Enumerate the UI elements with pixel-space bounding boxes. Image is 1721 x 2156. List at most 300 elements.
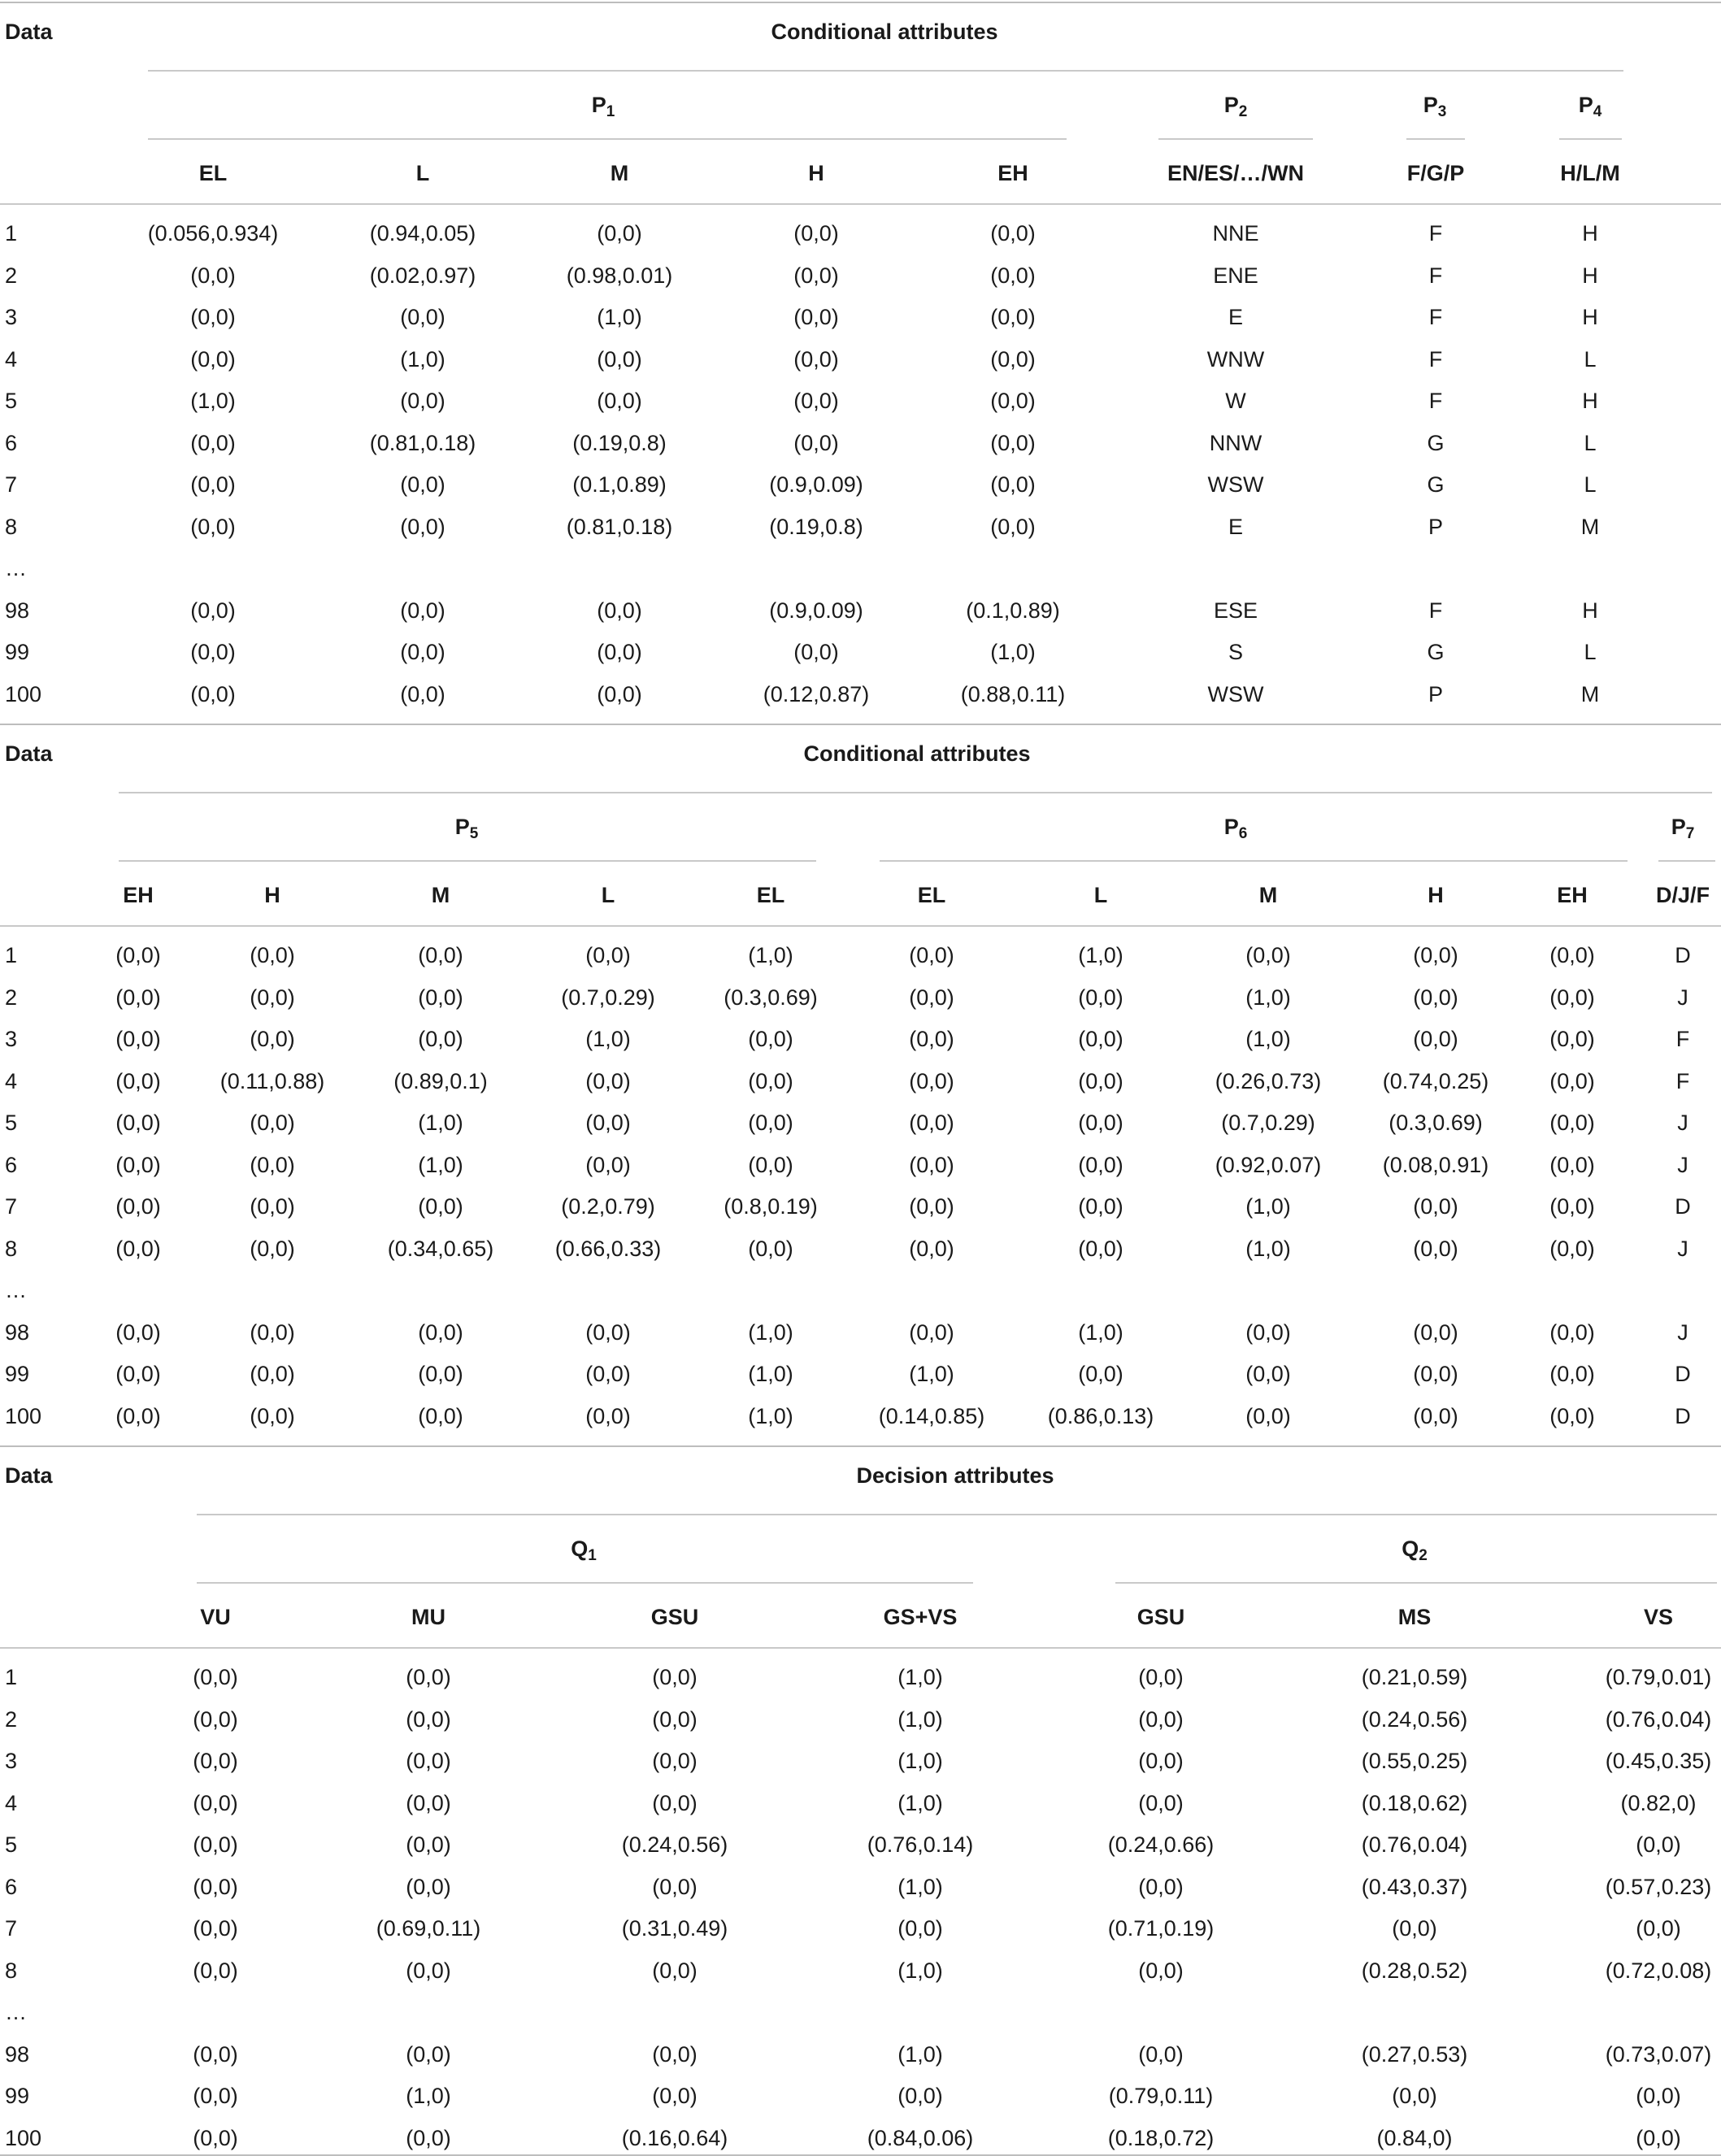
data-column-header: Data [5,1463,53,1488]
column-header: GSU [1136,1605,1185,1629]
table-cell: J [1677,1319,1688,1345]
row-id: 5 [5,389,18,413]
table-cell: (0,0) [250,1236,295,1261]
table-cell: (0,0) [1549,1194,1595,1219]
table-cell: (0.12,0.87) [763,681,870,706]
table-cell: (0.82,0) [1620,1790,1697,1815]
group-header-p5: $P_5$ [454,815,479,842]
table-cell: (0,0) [793,263,839,288]
column-header: M [1258,883,1278,907]
data-column-header: Data [5,741,53,766]
table-cell: (0,0) [193,2084,238,2108]
table-cell: L [1584,430,1597,455]
table-cell: (0,0) [748,1111,793,1135]
table-cell: (0,0) [1636,2125,1681,2150]
table-cell: (0.84,0) [1376,2125,1453,2150]
table-cell: (0.26,0.73) [1215,1068,1322,1093]
table-cell: (0,0) [1138,1874,1184,1899]
table-cell: F [1675,1068,1690,1093]
table-cell: (0.79,0.01) [1605,1665,1712,1689]
table-cell: (0,0) [400,472,445,497]
column-header: EH [1557,883,1588,907]
row-id: 7 [5,472,18,497]
section-title: Conditional attributes [771,20,998,44]
table-cell: (0,0) [652,2084,698,2108]
column-header: H [808,161,824,185]
table-cell: (0.18,0.62) [1361,1790,1468,1815]
table-cell: (0,0) [909,1319,954,1345]
table-cell: D [1675,1194,1691,1219]
table-cell: E [1228,305,1244,329]
table-cell: (0.19,0.8) [769,514,863,539]
row-id: 6 [5,1152,18,1177]
table-cell: (0,0) [1636,2084,1681,2108]
decision-attributes-table [0,1444,1721,2156]
table-cell: (0.21,0.59) [1361,1665,1468,1689]
table-cell: (0,0) [406,1706,451,1732]
row-id: 7 [5,1916,18,1941]
table-cell: (0,0) [1078,1027,1123,1051]
table-cell: (0,0) [793,346,839,372]
group-underline-p6 [880,860,1628,862]
table-cell: (0,0) [909,1027,954,1051]
table-cell: (0,0) [418,1362,463,1386]
row-id: 5 [5,1111,18,1135]
table-cell: (0,0) [909,1236,954,1261]
table-cell: (0,0) [748,1236,793,1261]
row-id: … [5,1278,27,1302]
table-cell: (0,0) [1078,1152,1123,1177]
section-divider-rule [0,1445,1721,1447]
table-cell: (0,0) [418,943,463,967]
table-cell: (1,0) [897,1706,943,1732]
table-cell: (0,0) [1392,2084,1437,2108]
group-underline-p4 [1559,138,1622,140]
table-cell: (1,0) [418,1152,463,1177]
table-cell: (0,0) [909,1111,954,1135]
row-id: 100 [5,1403,42,1428]
table-cell: (0,0) [406,1832,451,1857]
table-cell: (0,0) [652,1874,698,1899]
table-cell: G [1427,472,1445,497]
group-header-p2: $P_2$ [1223,93,1248,120]
table-cell: J [1677,1236,1688,1261]
table-cell: (0,0) [115,1152,161,1177]
table-cell: E [1228,514,1244,539]
table-cell: (0,0) [418,1194,463,1219]
table-cell: (0,0) [1078,985,1123,1010]
table-cell: (1,0) [748,1319,793,1345]
row-id: 99 [5,2084,30,2108]
table-cell: H [1582,263,1598,288]
table-cell: (0,0) [597,221,642,246]
column-header: F/G/P [1406,161,1465,185]
column-header: VU [200,1605,231,1629]
table-cell: (0,0) [406,1790,451,1815]
table-cell: (0,0) [406,1749,451,1773]
table-cell: F [1428,263,1443,288]
group-header-p1: $P_1$ [591,93,615,120]
table-cell: (0,0) [190,514,236,539]
table-cell: (0,0) [193,1832,238,1857]
table-cell: (0,0) [793,221,839,246]
table-cell: (0,0) [1413,1027,1458,1051]
table-cell: (0,0) [250,1194,295,1219]
table-cell: (0,0) [1413,943,1458,967]
table-cell: (1,0) [1245,1194,1291,1219]
table-cell: (0,0) [1413,1319,1458,1345]
group-header-p3: $P_3$ [1423,93,1447,120]
table-cell: (0,0) [115,1027,161,1051]
table-cell: (1,0) [990,640,1036,664]
table-cell: (0,0) [115,1403,161,1428]
table-cell: (0,0) [250,1403,295,1428]
table-cell: (0,0) [909,1152,954,1177]
column-header: L [601,883,615,907]
table-top-rule [0,2,1721,3]
table-cell: (1,0) [748,943,793,967]
table-cell: J [1677,985,1688,1010]
section-divider-rule [0,724,1721,725]
table-cell: (0.84,0.06) [867,2125,974,2150]
table-cell: (0,0) [990,263,1036,288]
table-cell: (0,0) [597,640,642,664]
row-id: 100 [5,681,42,706]
table-cell: ENE [1213,263,1258,288]
table-cell: (0,0) [400,640,445,664]
table-cell: (0,0) [418,985,463,1010]
group-header-p4: $P_4$ [1578,93,1602,120]
row-id: 6 [5,1874,18,1899]
table-cell: (0,0) [1549,1362,1595,1386]
row-id: 3 [5,1027,18,1051]
table-cell: (1,0) [1245,1027,1291,1051]
table-cell: (0.02,0.97) [369,263,476,288]
table-cell: (0,0) [190,305,236,329]
table-cell: (0,0) [1245,1403,1291,1428]
table-cell: (0,0) [190,681,236,706]
table-cell: (0,0) [115,1362,161,1386]
table-cell: (0,0) [1549,1111,1595,1135]
row-id: 8 [5,514,18,539]
table-cell: (0,0) [1138,1706,1184,1732]
row-id: 99 [5,1362,30,1386]
table-cell: (1,0) [748,1362,793,1386]
table-cell: (1,0) [897,1874,943,1899]
row-id: 3 [5,1749,18,1773]
table-cell: D [1675,1403,1691,1428]
table-cell: (0.3,0.69) [724,985,818,1010]
table-cell: (0.9,0.09) [769,598,863,623]
table-cell: (0,0) [115,943,161,967]
group-underline-p1 [148,138,1067,140]
table-cell: (0.9,0.09) [769,472,863,497]
table-cell: (0,0) [406,2041,451,2067]
table-cell: (0.2,0.79) [561,1194,655,1219]
row-id: 2 [5,1706,18,1732]
table-cell: (1,0) [897,1665,943,1689]
table-cell: (0,0) [400,514,445,539]
table-cell: P [1428,681,1444,706]
table-cell: (0.24,0.56) [1361,1706,1468,1732]
table-cell: (1,0) [897,1790,943,1815]
table-cell: (0,0) [193,1749,238,1773]
table-cell: (0.79,0.11) [1108,2084,1214,2108]
table-cell: D [1675,1362,1691,1386]
table-cell: P [1428,514,1444,539]
table-cell: (0,0) [1413,985,1458,1010]
table-cell: F [1428,389,1443,413]
table-cell: (0,0) [193,2041,238,2067]
table-cell: G [1427,640,1445,664]
table-cell: M [1580,514,1600,539]
table-cell: (0.57,0.23) [1605,1874,1712,1899]
table-cell: (0,0) [1549,985,1595,1010]
table-cell: (0,0) [193,1958,238,1983]
table-cell: (0,0) [406,1958,451,1983]
table-cell: (0,0) [597,598,642,623]
table-cell: (0.1,0.89) [966,598,1060,623]
group-header-q2: $Q_2$ [1402,1537,1428,1564]
row-id: 7 [5,1194,18,1219]
table-cell: (0,0) [115,1194,161,1219]
conditional-attributes-table-2 [0,722,1721,1444]
row-id: 2 [5,263,18,288]
table-cell: (0.88,0.11) [960,681,1066,706]
table-cell: (0,0) [652,1665,698,1689]
table-cell: (0,0) [990,389,1036,413]
row-id: … [5,2000,27,2024]
table-cell: (1,0) [418,1111,463,1135]
section-title: Conditional attributes [803,741,1031,766]
table-cell: (0.18,0.72) [1107,2125,1215,2150]
table-cell: (0,0) [1245,1362,1291,1386]
table-cell: (0.81,0.18) [369,430,476,455]
table-cell: (0,0) [193,1665,238,1689]
table-cell: (0,0) [652,1749,698,1773]
table-cell: (0,0) [748,1027,793,1051]
row-id: 8 [5,1236,18,1261]
table-cell: L [1584,640,1597,664]
title-underline [119,792,1712,793]
group-underline-p3 [1406,138,1465,140]
column-header: H [1428,883,1444,907]
row-id: … [5,556,27,580]
table-cell: (0.24,0.66) [1107,1832,1215,1857]
row-id: 98 [5,598,30,623]
table-cell: (0,0) [1245,1319,1291,1345]
table-cell: (0,0) [406,1874,451,1899]
table-cell: WSW [1207,472,1264,497]
table-cell: (0,0) [793,305,839,329]
table-cell: S [1228,640,1244,664]
table-cell: (0,0) [190,598,236,623]
table-cell: (0,0) [1138,1958,1184,1983]
table-cell: (0,0) [193,1790,238,1815]
table-cell: (0,0) [585,1362,631,1386]
column-header: L [415,161,430,185]
table-cell: (0.86,0.13) [1047,1403,1154,1428]
table-cell: (0.14,0.85) [878,1403,985,1428]
table-cell: (0.76,0.04) [1361,1832,1468,1857]
table-cell: (0.08,0.91) [1382,1152,1489,1177]
table-cell: (1,0) [909,1362,954,1386]
table-cell: (0,0) [1413,1403,1458,1428]
table-cell: (0,0) [250,1319,295,1345]
table-cell: (0,0) [909,943,954,967]
table-cell: (0,0) [1392,1916,1437,1941]
table-cell: (0,0) [115,1236,161,1261]
table-cell: (0,0) [748,1152,793,1177]
table-cell: (0.66,0.33) [554,1236,662,1261]
column-header: EN/ES/…/WN [1167,161,1305,185]
table-cell: (0.7,0.29) [1221,1111,1315,1135]
row-id: 1 [5,1665,18,1689]
table-cell: (0.76,0.04) [1605,1706,1712,1732]
table-cell: (1,0) [190,389,236,413]
table-cell: (0,0) [400,598,445,623]
column-header: EL [756,883,785,907]
row-id: 4 [5,1068,18,1093]
table-cell: (1,0) [1078,943,1123,967]
row-id: 4 [5,1790,18,1815]
group-header-q1: $Q_1$ [571,1537,597,1564]
group-underline-p2 [1158,138,1313,140]
table-cell: H [1582,221,1598,246]
table-cell: ESE [1213,598,1258,623]
table-cell: (0,0) [597,681,642,706]
table-cell: H [1582,305,1598,329]
row-id: 98 [5,1319,30,1345]
table-cell: J [1677,1111,1688,1135]
table-cell: (1,0) [1245,1236,1291,1261]
table-cell: (0,0) [793,640,839,664]
table-cell: (0.8,0.19) [724,1194,818,1219]
table-cell: (0,0) [193,1706,238,1732]
table-cell: (0.1,0.89) [572,472,667,497]
table-cell: (0,0) [1549,1152,1595,1177]
table-cell: (0.98,0.01) [566,263,673,288]
column-header: D/J/F [1655,883,1710,907]
table-cell: (0,0) [418,1403,463,1428]
column-header: EH [997,161,1028,185]
table-cell: F [1428,598,1443,623]
table-cell: (0,0) [1078,1236,1123,1261]
table-cell: (0,0) [1549,1027,1595,1051]
column-header: L [1093,883,1108,907]
conditional-attributes-table-1 [0,0,1721,722]
table-cell: (0,0) [1138,1790,1184,1815]
table-cell: (0,0) [585,1068,631,1093]
table-cell: (0,0) [418,1319,463,1345]
column-header: EL [198,161,228,185]
table-cell: (0,0) [748,1068,793,1093]
table-cell: (0.55,0.25) [1361,1749,1468,1773]
table-cell: WNW [1206,346,1265,372]
column-header: EL [917,883,946,907]
data-column-header: Data [5,20,53,44]
table-cell: (0,0) [406,1665,451,1689]
table-cell: F [1428,346,1443,372]
table-cell: F [1428,305,1443,329]
table-cell: (0,0) [1078,1194,1123,1219]
table-cell: (0,0) [990,514,1036,539]
table-cell: (0.92,0.07) [1215,1152,1322,1177]
column-header: EH [123,883,154,907]
table-cell: (0,0) [1138,1665,1184,1689]
table-cell: (0,0) [990,305,1036,329]
table-cell: (0,0) [1636,1832,1681,1857]
table-cell: J [1677,1152,1688,1177]
table-cell: (0,0) [652,1790,698,1815]
table-cell: (0.27,0.53) [1361,2041,1468,2067]
table-cell: (0,0) [190,640,236,664]
row-id: 6 [5,430,18,455]
header-bottom-rule [0,925,1721,927]
header-bottom-rule [0,1647,1721,1649]
table-cell: (0,0) [1138,1749,1184,1773]
table-cell: (0,0) [585,1152,631,1177]
group-underline-p7 [1658,860,1715,862]
table-cell: (0.71,0.19) [1107,1916,1215,1941]
group-underline-p5 [119,860,816,862]
table-cell: (0,0) [585,1403,631,1428]
table-cell: (0,0) [115,985,161,1010]
table-cell: (1,0) [585,1027,631,1051]
table-cell: (0,0) [1549,1403,1595,1428]
row-id: 99 [5,640,30,664]
group-header-p7: $P_7$ [1671,815,1695,842]
table-cell: NNE [1212,221,1259,246]
table-cell: (0,0) [1549,1319,1595,1345]
column-header: GS+VS [883,1605,958,1629]
table-cell: (0,0) [1413,1362,1458,1386]
table-cell: G [1427,430,1445,455]
table-cell: (0.11,0.88) [219,1068,325,1093]
title-underline [197,1514,1717,1515]
table-cell: (0,0) [1413,1236,1458,1261]
table-cell: (0,0) [1138,2041,1184,2067]
row-id: 4 [5,346,18,372]
table-cell: (0,0) [990,346,1036,372]
table-cell: (0,0) [585,943,631,967]
table-cell: (0,0) [585,1111,631,1135]
table-cell: (1,0) [1245,985,1291,1010]
table-cell: (1,0) [897,1749,943,1773]
table-cell: M [1580,681,1600,706]
table-cell: (0,0) [250,1362,295,1386]
table-cell: (0.24,0.56) [621,1832,728,1857]
table-cell: (0,0) [652,1706,698,1732]
table-cell: (0.72,0.08) [1605,1958,1712,1983]
table-cell: (0.94,0.05) [369,221,476,246]
table-cell: (0,0) [115,1068,161,1093]
table-cell: (0.45,0.35) [1605,1749,1712,1773]
table-cell: (0,0) [250,1027,295,1051]
table-cell: (0.69,0.11) [376,1916,481,1941]
group-underline-q2 [1115,1582,1717,1584]
table-cell: (1,0) [406,2084,451,2108]
table-cell: (0.056,0.934) [147,221,279,246]
header-bottom-rule [0,203,1721,205]
table-cell: (0,0) [190,430,236,455]
table-cell: H [1582,389,1598,413]
table-cell: (0.74,0.25) [1382,1068,1489,1093]
table-cell: (0,0) [1078,1362,1123,1386]
table-cell: (0,0) [250,1152,295,1177]
table-cell: (0.31,0.49) [621,1916,728,1941]
table-cell: (0,0) [897,1916,943,1941]
